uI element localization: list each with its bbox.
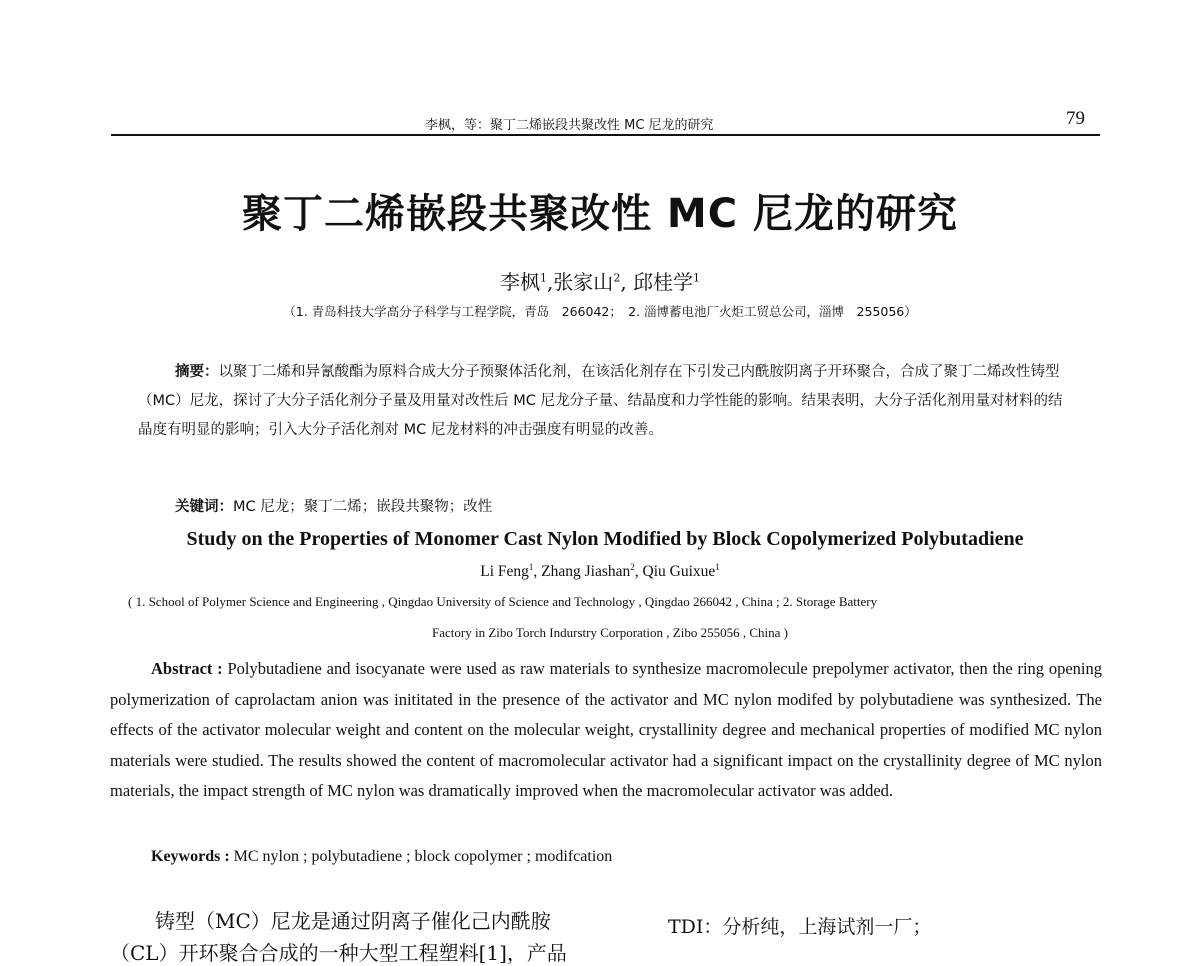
author-name: Qiu Guixue	[642, 563, 716, 580]
chinese-keywords-text: MC 尼龙；聚丁二烯；嵌段共聚物；改性	[233, 499, 493, 515]
english-affiliation-line2: Factory in Zibo Torch Indurstry Corporation , Zibo 255056 , China )	[432, 625, 788, 640]
author-affiliation-mark: 1	[693, 271, 701, 285]
page-number: 79	[1066, 108, 1085, 129]
author-name: 张家山	[553, 270, 614, 294]
author-separator: ,	[634, 563, 643, 580]
author-name: Zhang Jiashan	[541, 563, 631, 580]
header-rule	[111, 134, 1100, 136]
english-keywords-label: Keywords :	[151, 848, 230, 865]
chinese-authors	[0, 266, 1200, 295]
english-abstract-label: Abstract :	[151, 659, 223, 678]
english-abstract-text: Polybutadiene and isocyanate were used as raw materials to synthesize macromolecule prepolymer activator, then the ring opening polymerization of caprolactam anion was inititated in the presence of the activator and MC nylon modifed by polybutadiene was synthesized. The effects of the activator molecular weight and content on the molecular weight, crystallinity degree and mechanical properties of modified MC nylon materials were studied. The results showed the content of macromolecular activator had a significant impact on the crystallinity degree of MC nylon materials, the impact strength of MC nylon was dramatically improved when the macromolecular activator was added.	[110, 659, 1102, 800]
chinese-abstract-text: 以聚丁二烯和异氰酸酯为原料合成大分子预聚体活化剂，在该活化剂存在下引发己内酰胺阴离子开环聚合，合成了聚丁二烯改性铸型（MC）尼龙，探讨了大分子活化剂分子量及用量对改性后 MC 尼龙分子量、结晶度和力学性能的影响。结果表明，大分子活化剂用量对材料的结晶度有明显的影响；引入大分子活化剂对 MC 尼龙材料的冲击强度有明显的改善。	[138, 364, 1063, 438]
author-separator: ,	[533, 563, 542, 580]
english-abstract	[110, 654, 1102, 807]
running-head: 李枫，等：聚丁二烯嵌段共聚改性 MC 尼龙的研究	[425, 118, 714, 133]
author-affiliation-mark: 1	[715, 561, 720, 572]
english-affiliation-line1: ( 1. School of Polymer Science and Engineering , Qingdao University of Science and Technology , Qingdao 266042 , China ; 2. Storage Battery	[128, 594, 878, 609]
english-title: Study on the Properties of Monomer Cast Nylon Modified by Block Copolymerized Polybutadiene	[186, 528, 1024, 550]
english-keywords	[151, 848, 612, 866]
author-name: 邱桂学	[633, 270, 694, 294]
body-left-line2: （CL）开环聚合合成的一种大型工程塑料[1]，产品	[110, 941, 567, 965]
english-keywords-text: MC nylon ; polybutadiene ; block copolymer ; modifcation	[233, 848, 613, 865]
author-affiliation-mark: 2	[613, 271, 621, 285]
author-separator: ,	[620, 270, 634, 294]
body-left-line1: 铸型（MC）尼龙是通过阴离子催化己内酰胺	[155, 909, 551, 933]
body-right-line1: TDI：分析纯，上海试剂一厂；	[668, 916, 932, 938]
author-name: 李枫	[499, 270, 540, 294]
author-affiliation-mark: 1	[539, 271, 547, 285]
chinese-affiliation: （1. 青岛科技大学高分子科学与工程学院，青岛 266042； 2. 淄博蓄电池厂火炬工贸总公司，淄博 255056）	[283, 304, 917, 319]
author-name: Li Feng	[480, 563, 529, 580]
chinese-keywords-label: 关键词：	[175, 499, 233, 515]
author-affiliation-mark: 1	[528, 561, 534, 572]
author-affiliation-mark: 2	[630, 561, 635, 572]
author-separator: ,	[546, 270, 554, 294]
chinese-title: 聚丁二烯嵌段共聚改性 MC 尼龙的研究	[241, 191, 958, 237]
chinese-abstract	[138, 358, 1068, 445]
english-authors	[0, 563, 1200, 581]
chinese-abstract-label: 摘要：	[175, 364, 219, 380]
chinese-keywords	[175, 495, 492, 516]
